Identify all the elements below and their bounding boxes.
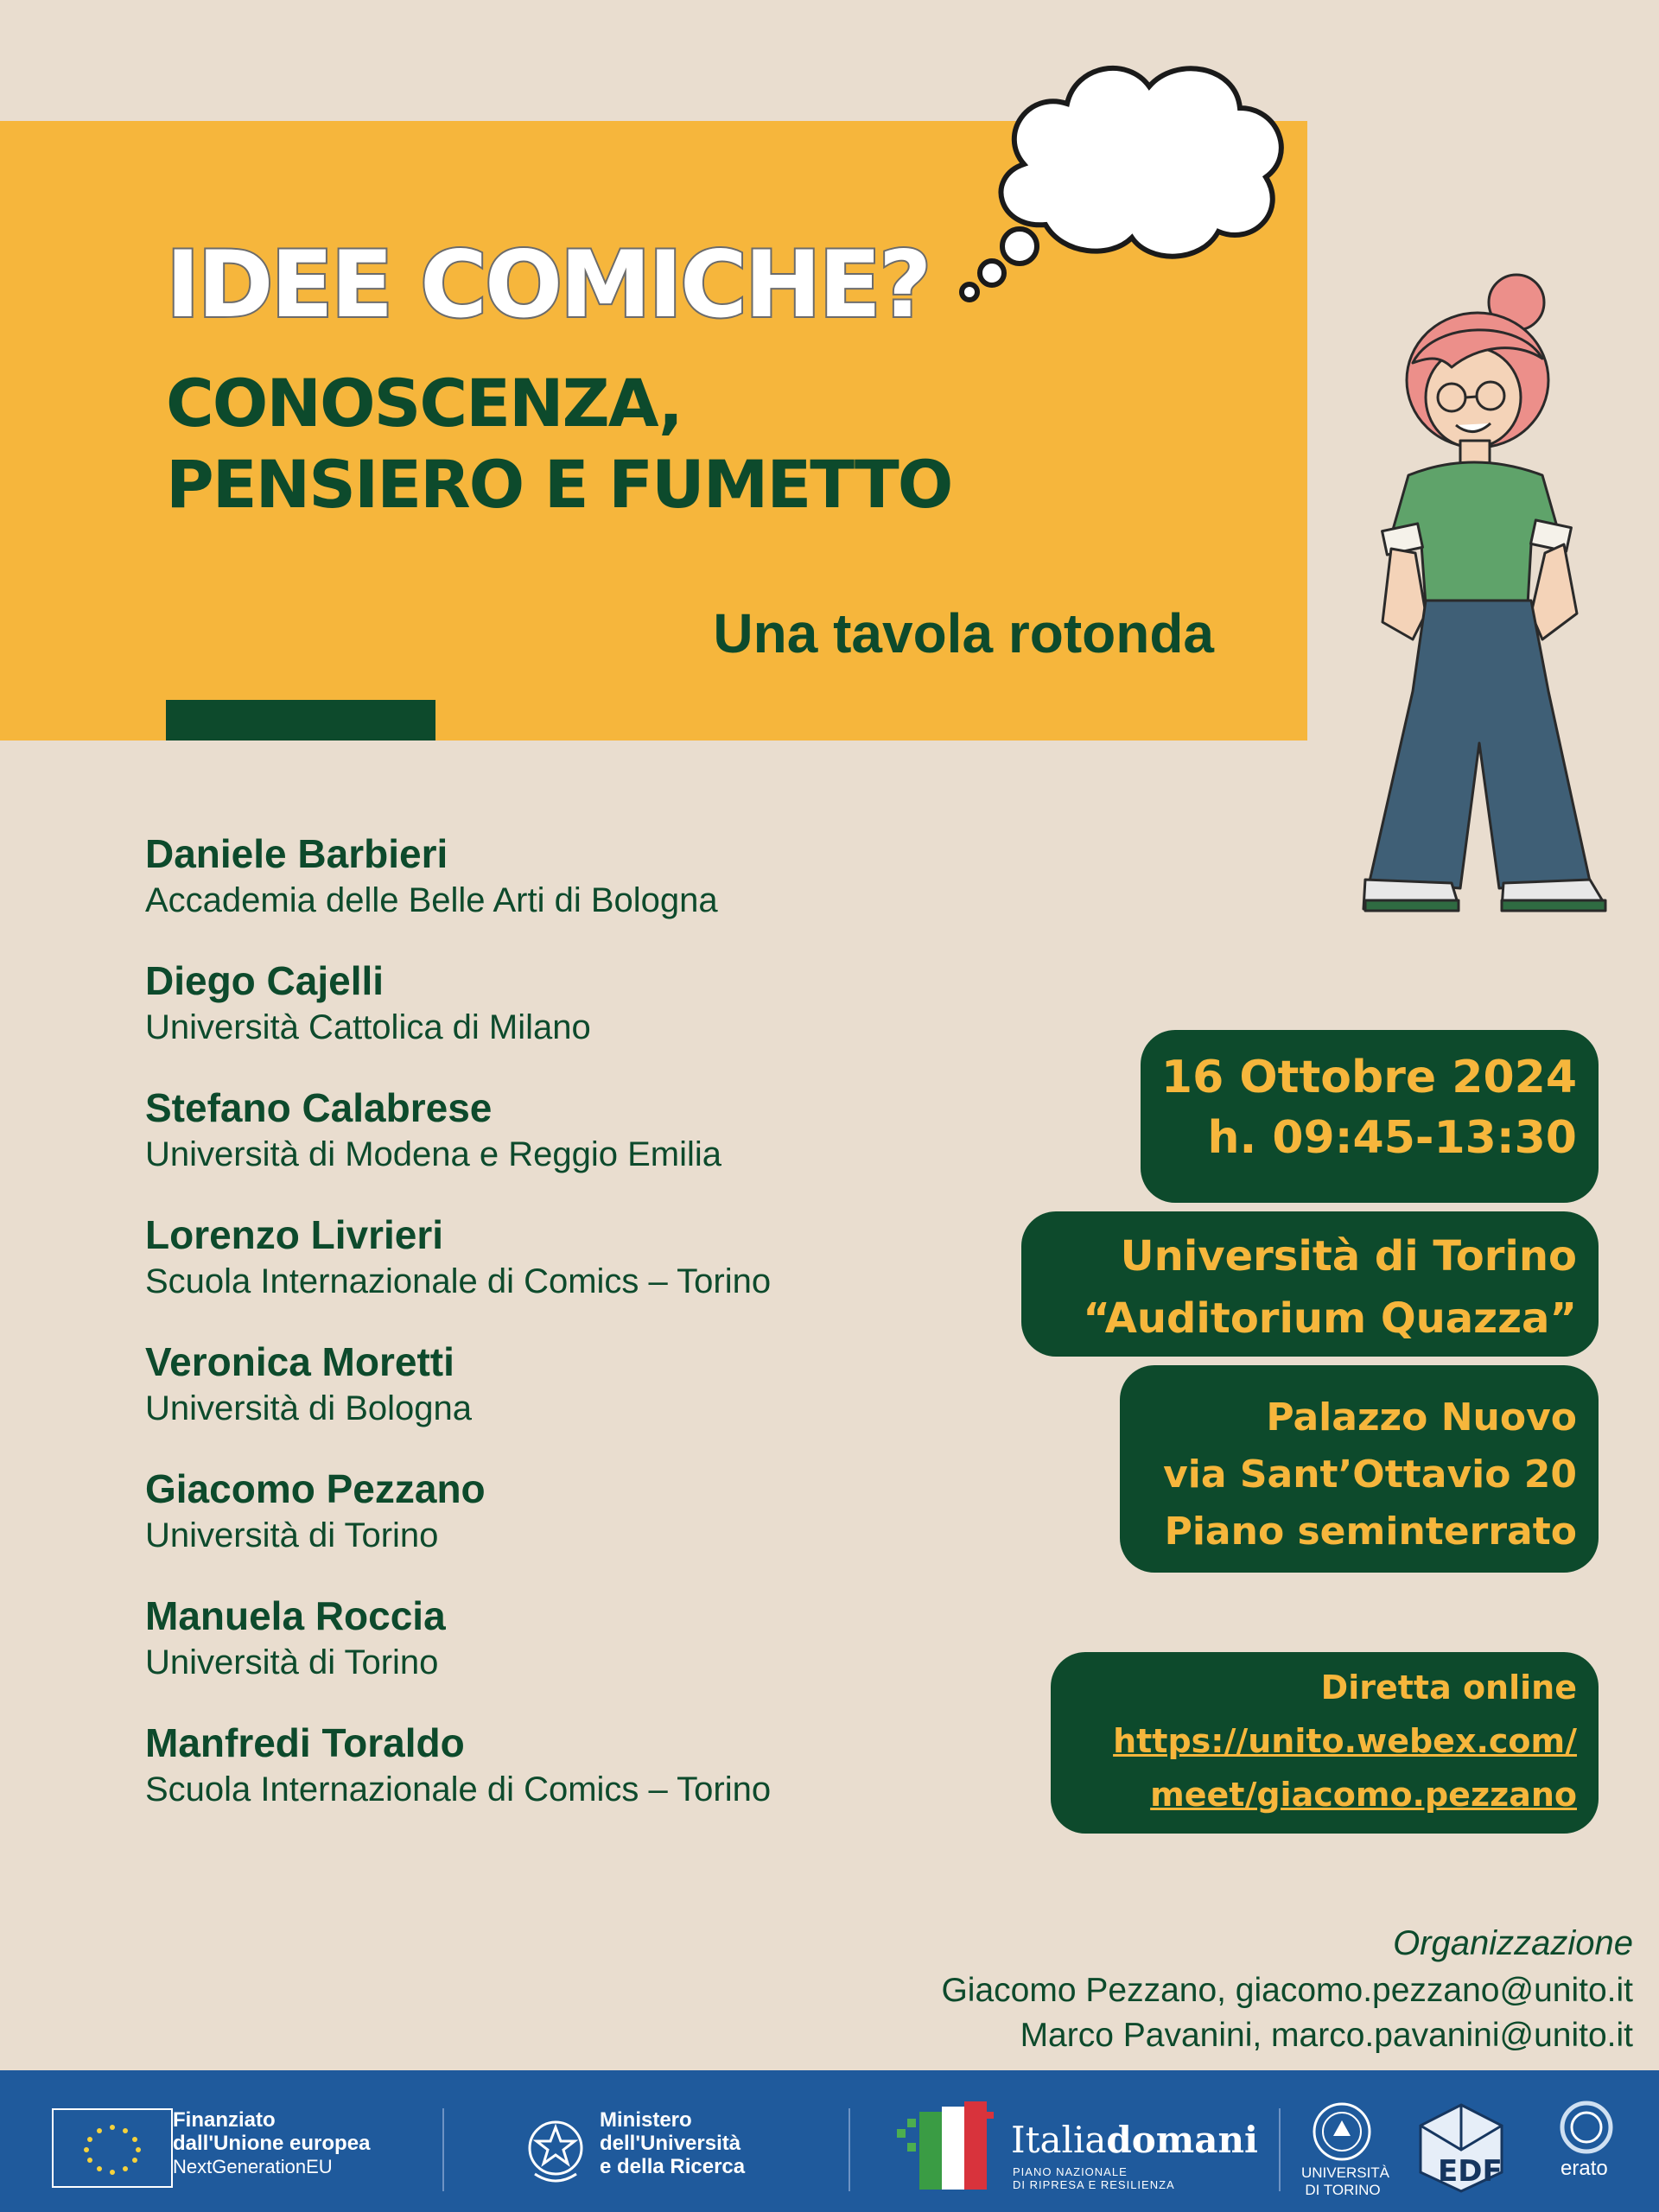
italia-domani-flag-icon	[890, 2094, 1002, 2195]
eu-flag-icon	[52, 2108, 173, 2188]
organizer-1: Giacomo Pezzano, giacomo.pezzano@unito.it	[941, 1972, 1633, 2009]
italian-republic-emblem-icon	[523, 2113, 588, 2186]
comic-character-illustration	[1331, 259, 1624, 950]
mur-line-3: e della Ricerca	[600, 2155, 746, 2178]
italia-domani-logo-text	[1011, 2119, 1258, 2161]
organization-label: Organizzazione	[1393, 1924, 1633, 1962]
edf-logo-text: EDF	[1438, 2154, 1503, 2189]
event-date-time	[1161, 1047, 1577, 1168]
speaker-name: Lorenzo Livrieri	[145, 1212, 444, 1257]
speaker-affiliation: Accademia delle Belle Arti di Bologna	[145, 881, 718, 919]
speaker-name: Diego Cajelli	[145, 958, 385, 1003]
edf-logo-icon	[1414, 2100, 1509, 2195]
venue-line-2: “Auditorium Quazza”	[1083, 1294, 1577, 1343]
live-link-line-1[interactable]: https://unito.webex.com/	[1113, 1722, 1577, 1760]
subtitle-line-1: CONOSCENZA,	[166, 365, 682, 442]
footer-divider	[442, 2108, 444, 2191]
speaker-name: Giacomo Pezzano	[145, 1466, 486, 1511]
eu-funding-text	[173, 2108, 370, 2178]
event-type: Una tavola rotonda	[713, 602, 1214, 664]
speaker-item	[145, 1465, 923, 1592]
unito-line-2: DI TORINO	[1305, 2182, 1381, 2198]
erato-text: erato	[1560, 2157, 1608, 2180]
address-line-3: Piano seminterrato	[1164, 1510, 1577, 1554]
event-venue	[1083, 1225, 1577, 1350]
erato-logo-icon	[1552, 2100, 1621, 2157]
event-date: 16 Ottobre 2024	[1160, 1052, 1577, 1103]
speaker-affiliation: Università di Bologna	[145, 1389, 472, 1427]
speaker-name: Manuela Roccia	[145, 1593, 446, 1638]
speakers-list	[145, 830, 923, 1846]
unito-text	[1301, 2164, 1390, 2199]
accent-bar	[166, 700, 435, 741]
speaker-item	[145, 1211, 923, 1338]
unito-line-1: UNIVERSITÀ	[1301, 2164, 1390, 2181]
venue-line-1: Università di Torino	[1120, 1232, 1577, 1281]
speaker-item	[145, 1592, 923, 1719]
mur-line-2: dell'Università	[600, 2132, 741, 2155]
speaker-item	[145, 1719, 923, 1846]
live-stream-info	[1113, 1661, 1577, 1821]
footer-divider	[1279, 2108, 1281, 2191]
speaker-item	[145, 1338, 923, 1465]
address-line-1: Palazzo Nuovo	[1266, 1395, 1577, 1440]
speaker-name: Manfredi Toraldo	[145, 1720, 465, 1765]
italia-word: Italia	[1011, 2119, 1107, 2161]
speaker-name: Veronica Moretti	[145, 1339, 454, 1384]
organization-block	[941, 1918, 1633, 2058]
mur-line-1: Ministero	[600, 2108, 692, 2132]
italia-domani-subtitle	[1013, 2165, 1175, 2191]
live-link-line-2[interactable]: meet/giacomo.pezzano	[1150, 1776, 1577, 1814]
thought-bubble-icon	[916, 17, 1331, 311]
italia-sub-line-1: PIANO NAZIONALE	[1013, 2165, 1128, 2178]
main-subtitle	[166, 363, 951, 525]
footer-divider	[849, 2108, 850, 2191]
domani-word: domani	[1106, 2119, 1258, 2161]
speaker-affiliation: Università di Modena e Reggio Emilia	[145, 1135, 721, 1173]
speaker-name: Stefano Calabrese	[145, 1085, 493, 1130]
main-title: IDEE COMICHE?	[166, 232, 930, 338]
ministry-text	[600, 2108, 745, 2178]
event-time: h. 09:45-13:30	[1207, 1112, 1577, 1164]
unito-seal-icon	[1312, 2101, 1372, 2162]
eu-line-2: dall'Unione europea	[173, 2132, 371, 2155]
event-address	[1163, 1389, 1577, 1560]
live-label: Diretta online	[1320, 1669, 1577, 1707]
speaker-item	[145, 957, 923, 1084]
italia-sub-line-2: DI RIPRESA E RESILIENZA	[1013, 2178, 1175, 2191]
subtitle-line-2: PENSIERO E FUMETTO	[166, 446, 952, 523]
speaker-name: Daniele Barbieri	[145, 831, 448, 876]
speaker-affiliation: Scuola Internazionale di Comics – Torino	[145, 1262, 772, 1300]
address-line-2: via Sant’Ottavio 20	[1163, 1452, 1577, 1497]
speaker-affiliation: Università Cattolica di Milano	[145, 1008, 591, 1046]
speaker-affiliation: Scuola Internazionale di Comics – Torino	[145, 1770, 772, 1808]
speaker-item	[145, 1084, 923, 1211]
eu-line-1: Finanziato	[173, 2108, 276, 2132]
speaker-affiliation: Università di Torino	[145, 1643, 439, 1681]
speaker-affiliation: Università di Torino	[145, 1516, 439, 1554]
organizer-2: Marco Pavanini, marco.pavanini@unito.it	[1020, 2017, 1633, 2054]
speaker-item	[145, 830, 923, 957]
eu-line-3: NextGenerationEU	[173, 2156, 333, 2177]
